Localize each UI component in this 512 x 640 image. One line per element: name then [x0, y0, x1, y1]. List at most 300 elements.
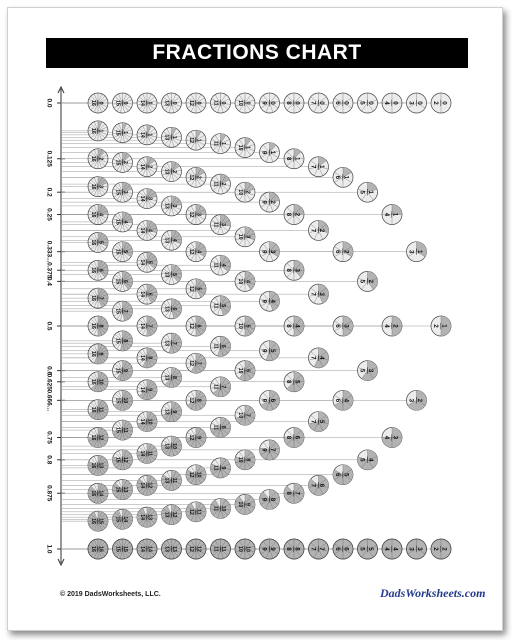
fraction-label	[188, 546, 201, 552]
fraction-denominator: 9	[260, 150, 268, 155]
fraction-numerator: 2	[342, 249, 350, 254]
fraction-numerator: 0	[366, 101, 374, 105]
fraction-numerator: 8	[121, 339, 128, 343]
fraction-numerator: 4	[97, 213, 104, 216]
fraction-numerator: 3	[97, 185, 104, 189]
fraction-denominator: 8	[285, 101, 293, 105]
fraction-denominator: 2	[432, 101, 440, 105]
fraction-numerator: 7	[170, 341, 177, 345]
fraction-denominator: 13	[163, 168, 170, 175]
fraction-numerator: 14	[97, 490, 104, 497]
fraction-numerator: 8	[244, 458, 251, 462]
fraction-denominator: 14	[139, 482, 146, 489]
fraction-denominator: 7	[309, 356, 317, 360]
fraction-numerator: 0	[195, 101, 202, 105]
fraction-numerator: 14	[121, 516, 128, 523]
fraction-denominator: 13	[163, 477, 170, 484]
fraction-numerator: 5	[97, 240, 104, 244]
fraction-numerator: 5	[342, 472, 350, 477]
fraction-denominator: 10	[237, 546, 244, 552]
fraction-denominator: 6	[334, 101, 342, 105]
fraction-label	[139, 546, 152, 552]
fraction-numerator: 3	[244, 235, 251, 239]
fraction-numerator: 0	[415, 101, 423, 105]
fraction-numerator: 4	[317, 356, 325, 360]
fraction-label	[115, 457, 128, 463]
fraction-numerator: 2	[366, 279, 374, 284]
fraction-denominator: 11	[212, 505, 219, 512]
fraction-numerator: 4	[268, 299, 276, 303]
fraction-label	[139, 482, 152, 488]
fraction-denominator: 13	[163, 511, 170, 518]
fraction-numerator: 4	[219, 263, 226, 267]
fraction-numerator: 13	[97, 462, 104, 469]
fraction-denominator: 13	[163, 340, 170, 347]
fraction-label	[90, 546, 103, 552]
fraction-denominator: 16	[90, 155, 97, 162]
fraction-label	[115, 427, 128, 433]
fraction-denominator: 9	[260, 547, 268, 551]
fraction-numerator: 5	[219, 304, 226, 308]
brand-logo-part2: Worksheets.com	[405, 586, 486, 600]
fraction-denominator: 12	[188, 508, 195, 515]
fraction-denominator: 13	[163, 305, 170, 312]
fraction-numerator: 1	[195, 138, 202, 142]
fraction-denominator: 7	[309, 164, 317, 169]
fraction-numerator: 3	[219, 223, 226, 227]
fraction-denominator: 13	[163, 237, 170, 244]
fraction-numerator: 3	[342, 324, 350, 328]
fraction-denominator: 7	[309, 419, 317, 424]
fraction-denominator: 15	[114, 278, 121, 285]
fraction-numerator: 6	[97, 268, 104, 272]
fraction-denominator: 13	[163, 100, 170, 106]
fraction-numerator: 9	[195, 436, 202, 439]
fraction-label	[115, 546, 128, 552]
fraction-label	[90, 462, 103, 468]
decimal-label: 0.6	[45, 366, 53, 376]
fraction-label	[188, 471, 201, 477]
fraction-numerator: 12	[121, 456, 128, 463]
fraction-numerator: 1	[244, 146, 251, 150]
fraction-denominator: 11	[212, 262, 219, 268]
fraction-label	[115, 516, 128, 522]
fraction-denominator: 9	[260, 299, 268, 303]
fraction-denominator: 15	[114, 129, 121, 136]
fraction-numerator: 11	[219, 546, 226, 552]
fraction-denominator: 3	[407, 249, 415, 254]
fraction-numerator: 12	[195, 546, 202, 552]
fraction-denominator: 12	[188, 546, 195, 552]
fraction-numerator: 2	[219, 182, 226, 186]
fraction-denominator: 16	[90, 518, 97, 525]
fraction-numerator: 10	[146, 418, 153, 425]
fraction-denominator: 14	[139, 418, 146, 425]
fraction-numerator: 10	[97, 378, 104, 385]
fraction-denominator: 16	[90, 406, 97, 413]
fraction-label	[90, 379, 103, 385]
fraction-denominator: 15	[114, 189, 121, 196]
fraction-numerator: 2	[317, 228, 325, 233]
fraction-denominator: 12	[188, 434, 195, 441]
fraction-label	[90, 490, 103, 496]
fraction-numerator: 1	[146, 133, 153, 137]
fraction-numerator: 4	[195, 250, 202, 254]
fraction-denominator: 6	[334, 547, 342, 551]
fraction-numerator: 6	[146, 292, 153, 296]
fraction-numerator: 11	[97, 406, 104, 413]
fraction-numerator: 2	[195, 175, 202, 179]
fraction-denominator: 11	[212, 221, 219, 228]
fraction-numerator: 14	[146, 546, 153, 552]
fraction-denominator: 11	[212, 424, 219, 431]
fraction-denominator: 6	[334, 472, 342, 477]
fraction-numerator: 0	[97, 101, 104, 105]
fraction-denominator: 13	[163, 408, 170, 415]
fraction-numerator: 2	[97, 157, 104, 161]
fraction-denominator: 8	[285, 268, 293, 272]
fraction-denominator: 12	[188, 360, 195, 367]
fraction-numerator: 9	[97, 352, 104, 356]
fraction-denominator: 15	[114, 367, 121, 374]
fraction-numerator: 4	[244, 279, 251, 283]
fraction-denominator: 16	[90, 490, 97, 497]
fraction-denominator: 9	[260, 448, 268, 452]
fraction-numerator: 4	[366, 458, 374, 462]
fraction-numerator: 9	[244, 502, 251, 506]
decimal-label: 0.0	[45, 98, 53, 108]
fraction-denominator: 10	[237, 323, 244, 329]
decimal-label: 0.2	[45, 187, 53, 197]
fraction-numerator: 15	[121, 546, 128, 552]
fraction-numerator: 8	[268, 497, 276, 502]
fraction-denominator: 12	[188, 137, 195, 144]
fraction-denominator: 15	[114, 456, 121, 463]
decimal-label: 0.75	[45, 431, 53, 444]
fraction-denominator: 15	[114, 159, 121, 166]
fraction-numerator: 4	[170, 238, 177, 242]
fraction-numerator: 12	[97, 434, 104, 441]
fraction-denominator: 10	[237, 144, 244, 151]
fraction-numerator: 1	[121, 131, 128, 135]
decimal-label: 0.625	[45, 373, 53, 390]
fraction-numerator: 6	[293, 435, 301, 440]
fraction-denominator: 14	[139, 323, 146, 329]
fraction-numerator: 9	[219, 466, 226, 470]
decimal-label: 0.25	[45, 208, 53, 221]
fraction-numerator: 3	[317, 292, 325, 296]
fraction-denominator: 16	[90, 267, 97, 274]
fraction-denominator: 13	[163, 374, 170, 381]
fraction-denominator: 11	[212, 384, 219, 390]
fraction-numerator: 5	[244, 324, 251, 328]
fraction-denominator: 3	[407, 547, 415, 551]
fraction-numerator: 11	[121, 427, 128, 433]
fraction-denominator: 3	[407, 101, 415, 105]
fraction-denominator: 14	[139, 259, 146, 266]
fraction-numerator: 2	[440, 547, 448, 551]
fraction-numerator: 7	[146, 324, 153, 328]
fraction-numerator: 7	[121, 309, 128, 313]
fraction-denominator: 5	[358, 458, 366, 462]
fraction-denominator: 12	[188, 323, 195, 329]
fraction-numerator: 5	[195, 287, 202, 291]
fraction-label	[139, 450, 152, 456]
fraction-denominator: 12	[188, 211, 195, 218]
fraction-denominator: 15	[114, 100, 121, 106]
decimal-label: 0.4	[45, 276, 53, 286]
fraction-numerator: 7	[244, 413, 251, 417]
fraction-numerator: 9	[268, 547, 276, 551]
decimal-label: 0.333...	[45, 240, 53, 263]
fraction-denominator: 12	[188, 174, 195, 181]
fraction-numerator: 7	[268, 448, 276, 452]
fraction-denominator: 12	[188, 100, 195, 106]
fraction-numerator: 8	[146, 356, 153, 360]
fraction-numerator: 13	[170, 546, 177, 552]
fraction-numerator: 4	[342, 398, 350, 403]
fraction-numerator: 7	[195, 361, 202, 365]
fraction-numerator: 1	[170, 135, 177, 139]
brand-logo-part1: Dads	[380, 586, 406, 600]
fraction-numerator: 1	[366, 190, 374, 194]
fraction-numerator: 8	[293, 547, 301, 551]
fraction-denominator: 7	[309, 483, 317, 488]
fraction-denominator: 8	[285, 157, 293, 161]
fraction-numerator: 2	[170, 170, 177, 174]
fraction-numerator: 0	[293, 101, 301, 105]
fraction-numerator: 0	[317, 101, 325, 105]
fraction-numerator: 1	[317, 164, 325, 169]
fraction-denominator: 15	[114, 397, 121, 404]
fraction-numerator: 5	[268, 349, 276, 353]
fraction-label	[164, 546, 177, 552]
fraction-denominator: 16	[90, 546, 97, 552]
fraction-denominator: 4	[383, 101, 391, 105]
fraction-numerator: 0	[391, 101, 399, 105]
fraction-denominator: 4	[383, 547, 391, 551]
fraction-denominator: 5	[358, 547, 366, 551]
fraction-denominator: 6	[334, 175, 342, 180]
fraction-numerator: 6	[170, 307, 177, 311]
fraction-denominator: 16	[90, 100, 97, 106]
fraction-denominator: 15	[114, 516, 121, 523]
fraction-label	[213, 546, 226, 552]
fraction-denominator: 9	[260, 497, 268, 502]
fraction-denominator: 15	[114, 337, 121, 344]
fraction-denominator: 11	[212, 302, 219, 309]
fraction-denominator: 8	[285, 547, 293, 551]
fraction-numerator: 0	[219, 101, 226, 105]
fraction-denominator: 16	[90, 434, 97, 441]
fraction-denominator: 8	[285, 491, 293, 495]
fraction-denominator: 10	[237, 100, 244, 106]
fraction-numerator: 0	[146, 101, 153, 105]
fraction-denominator: 14	[139, 100, 146, 106]
fraction-numerator: 0	[440, 101, 448, 105]
fraction-numerator: 6	[342, 547, 350, 551]
fraction-denominator: 8	[285, 212, 293, 217]
fraction-denominator: 7	[309, 547, 317, 551]
decimal-label: 1.0	[45, 544, 53, 554]
fraction-label	[213, 505, 226, 511]
fraction-denominator: 9	[260, 101, 268, 105]
fraction-numerator: 9	[121, 369, 128, 373]
fraction-numerator: 13	[121, 486, 128, 493]
fraction-numerator: 6	[195, 324, 202, 328]
fraction-denominator: 6	[334, 398, 342, 403]
fraction-denominator: 16	[90, 295, 97, 302]
fraction-numerator: 11	[146, 450, 153, 457]
fraction-label	[139, 418, 152, 424]
fraction-denominator: 16	[90, 183, 97, 190]
fraction-numerator: 1	[415, 249, 423, 254]
fraction-numerator: 3	[268, 249, 276, 254]
page-title: FRACTIONS CHART	[46, 38, 468, 68]
fraction-denominator: 4	[383, 435, 391, 440]
fraction-denominator: 9	[260, 200, 268, 204]
fraction-denominator: 8	[285, 324, 293, 328]
decimal-label: 0.5	[45, 321, 53, 331]
fraction-numerator: 1	[342, 175, 350, 180]
fraction-numerator: 5	[146, 260, 153, 264]
fraction-denominator: 12	[188, 248, 195, 255]
fraction-denominator: 10	[237, 233, 244, 240]
fraction-denominator: 13	[163, 546, 170, 552]
fraction-numerator: 12	[170, 511, 177, 518]
fraction-denominator: 10	[237, 278, 244, 285]
fraction-denominator: 12	[188, 285, 195, 292]
fraction-denominator: 14	[139, 131, 146, 138]
fraction-label	[164, 443, 177, 449]
fraction-numerator: 11	[170, 477, 177, 484]
decimal-label: 0.8	[45, 455, 53, 465]
fraction-label	[90, 434, 103, 440]
fraction-numerator: 15	[97, 518, 104, 525]
fraction-numerator: 10	[219, 505, 226, 512]
fraction-denominator: 6	[334, 324, 342, 328]
fraction-denominator: 7	[309, 292, 317, 296]
fraction-numerator: 1	[268, 150, 276, 155]
fraction-numerator: 5	[293, 380, 301, 384]
decimal-label: 0.875	[45, 485, 53, 502]
fraction-denominator: 5	[358, 101, 366, 105]
fraction-numerator: 3	[146, 197, 153, 201]
fraction-numerator: 3	[170, 204, 177, 208]
fraction-numerator: 10	[170, 443, 177, 449]
fraction-denominator: 14	[139, 291, 146, 298]
fraction-numerator: 2	[146, 165, 153, 169]
fraction-denominator: 4	[383, 212, 391, 217]
fraction-numerator: 0	[121, 101, 128, 105]
fraction-numerator: 2	[121, 161, 128, 164]
fraction-denominator: 8	[285, 435, 293, 440]
fraction-denominator: 8	[285, 380, 293, 384]
fraction-numerator: 2	[268, 200, 276, 204]
fraction-numerator: 1	[440, 324, 448, 328]
fraction-numerator: 9	[170, 410, 177, 414]
fraction-numerator: 10	[244, 546, 251, 552]
fraction-numerator: 4	[146, 228, 153, 232]
fraction-numerator: 7	[97, 296, 104, 300]
fraction-denominator: 14	[139, 450, 146, 457]
fraction-label	[115, 397, 128, 403]
fraction-numerator: 3	[391, 435, 399, 440]
fraction-denominator: 16	[90, 239, 97, 246]
fraction-denominator: 12	[188, 397, 195, 404]
fraction-denominator: 5	[358, 368, 366, 373]
fraction-numerator: 1	[219, 142, 226, 145]
fraction-label	[237, 546, 250, 552]
fraction-denominator: 13	[163, 134, 170, 141]
fraction-denominator: 14	[139, 354, 146, 361]
fraction-denominator: 11	[212, 343, 219, 350]
fraction-denominator: 13	[163, 203, 170, 209]
fraction-denominator: 16	[90, 350, 97, 357]
fraction-numerator: 5	[317, 419, 325, 424]
fraction-numerator: 5	[366, 547, 374, 551]
fraction-denominator: 9	[260, 349, 268, 353]
fraction-numerator: 6	[219, 344, 226, 348]
fraction-denominator: 14	[139, 514, 146, 521]
fraction-denominator: 4	[383, 324, 391, 328]
decimal-label: 0.375	[45, 262, 53, 279]
fraction-denominator: 16	[90, 127, 97, 134]
fraction-numerator: 11	[195, 509, 202, 515]
fraction-numerator: 3	[121, 190, 128, 194]
fraction-numerator: 10	[195, 471, 202, 478]
fraction-numerator: 6	[121, 279, 128, 283]
fraction-denominator: 7	[309, 101, 317, 105]
fraction-denominator: 16	[90, 323, 97, 329]
fraction-denominator: 16	[90, 462, 97, 469]
fraction-numerator: 10	[121, 397, 128, 404]
fraction-numerator: 16	[97, 546, 104, 552]
fraction-numerator: 2	[244, 190, 251, 194]
fraction-numerator: 0	[342, 101, 350, 105]
fraction-numerator: 8	[97, 324, 104, 328]
fraction-numerator: 4	[391, 547, 399, 551]
fraction-label	[90, 518, 103, 524]
brand-logo	[380, 586, 485, 601]
fraction-numerator: 6	[244, 369, 251, 373]
fraction-denominator: 14	[139, 227, 146, 234]
fraction-denominator: 6	[334, 249, 342, 254]
fraction-denominator: 3	[407, 398, 415, 403]
fraction-numerator: 6	[317, 483, 325, 488]
fraction-denominator: 16	[90, 378, 97, 385]
decimal-label: 0.125	[45, 150, 53, 167]
fraction-numerator: 5	[121, 250, 128, 254]
fraction-numerator: 6	[268, 398, 276, 403]
fraction-denominator: 11	[212, 181, 219, 187]
fraction-denominator: 14	[139, 195, 146, 202]
fraction-denominator: 11	[212, 465, 219, 471]
fraction-label	[90, 406, 103, 412]
fraction-label	[139, 514, 152, 520]
fraction-numerator: 8	[170, 376, 177, 379]
fraction-denominator: 15	[114, 427, 121, 433]
fraction-numerator: 4	[293, 324, 301, 328]
fraction-numerator: 7	[219, 385, 226, 389]
fraction-denominator: 14	[139, 386, 146, 393]
fraction-numerator: 2	[293, 212, 301, 217]
fraction-denominator: 11	[212, 100, 219, 106]
fraction-denominator: 7	[309, 228, 317, 233]
fraction-denominator: 13	[163, 443, 170, 449]
fraction-label	[115, 486, 128, 492]
fraction-denominator: 2	[432, 324, 440, 328]
